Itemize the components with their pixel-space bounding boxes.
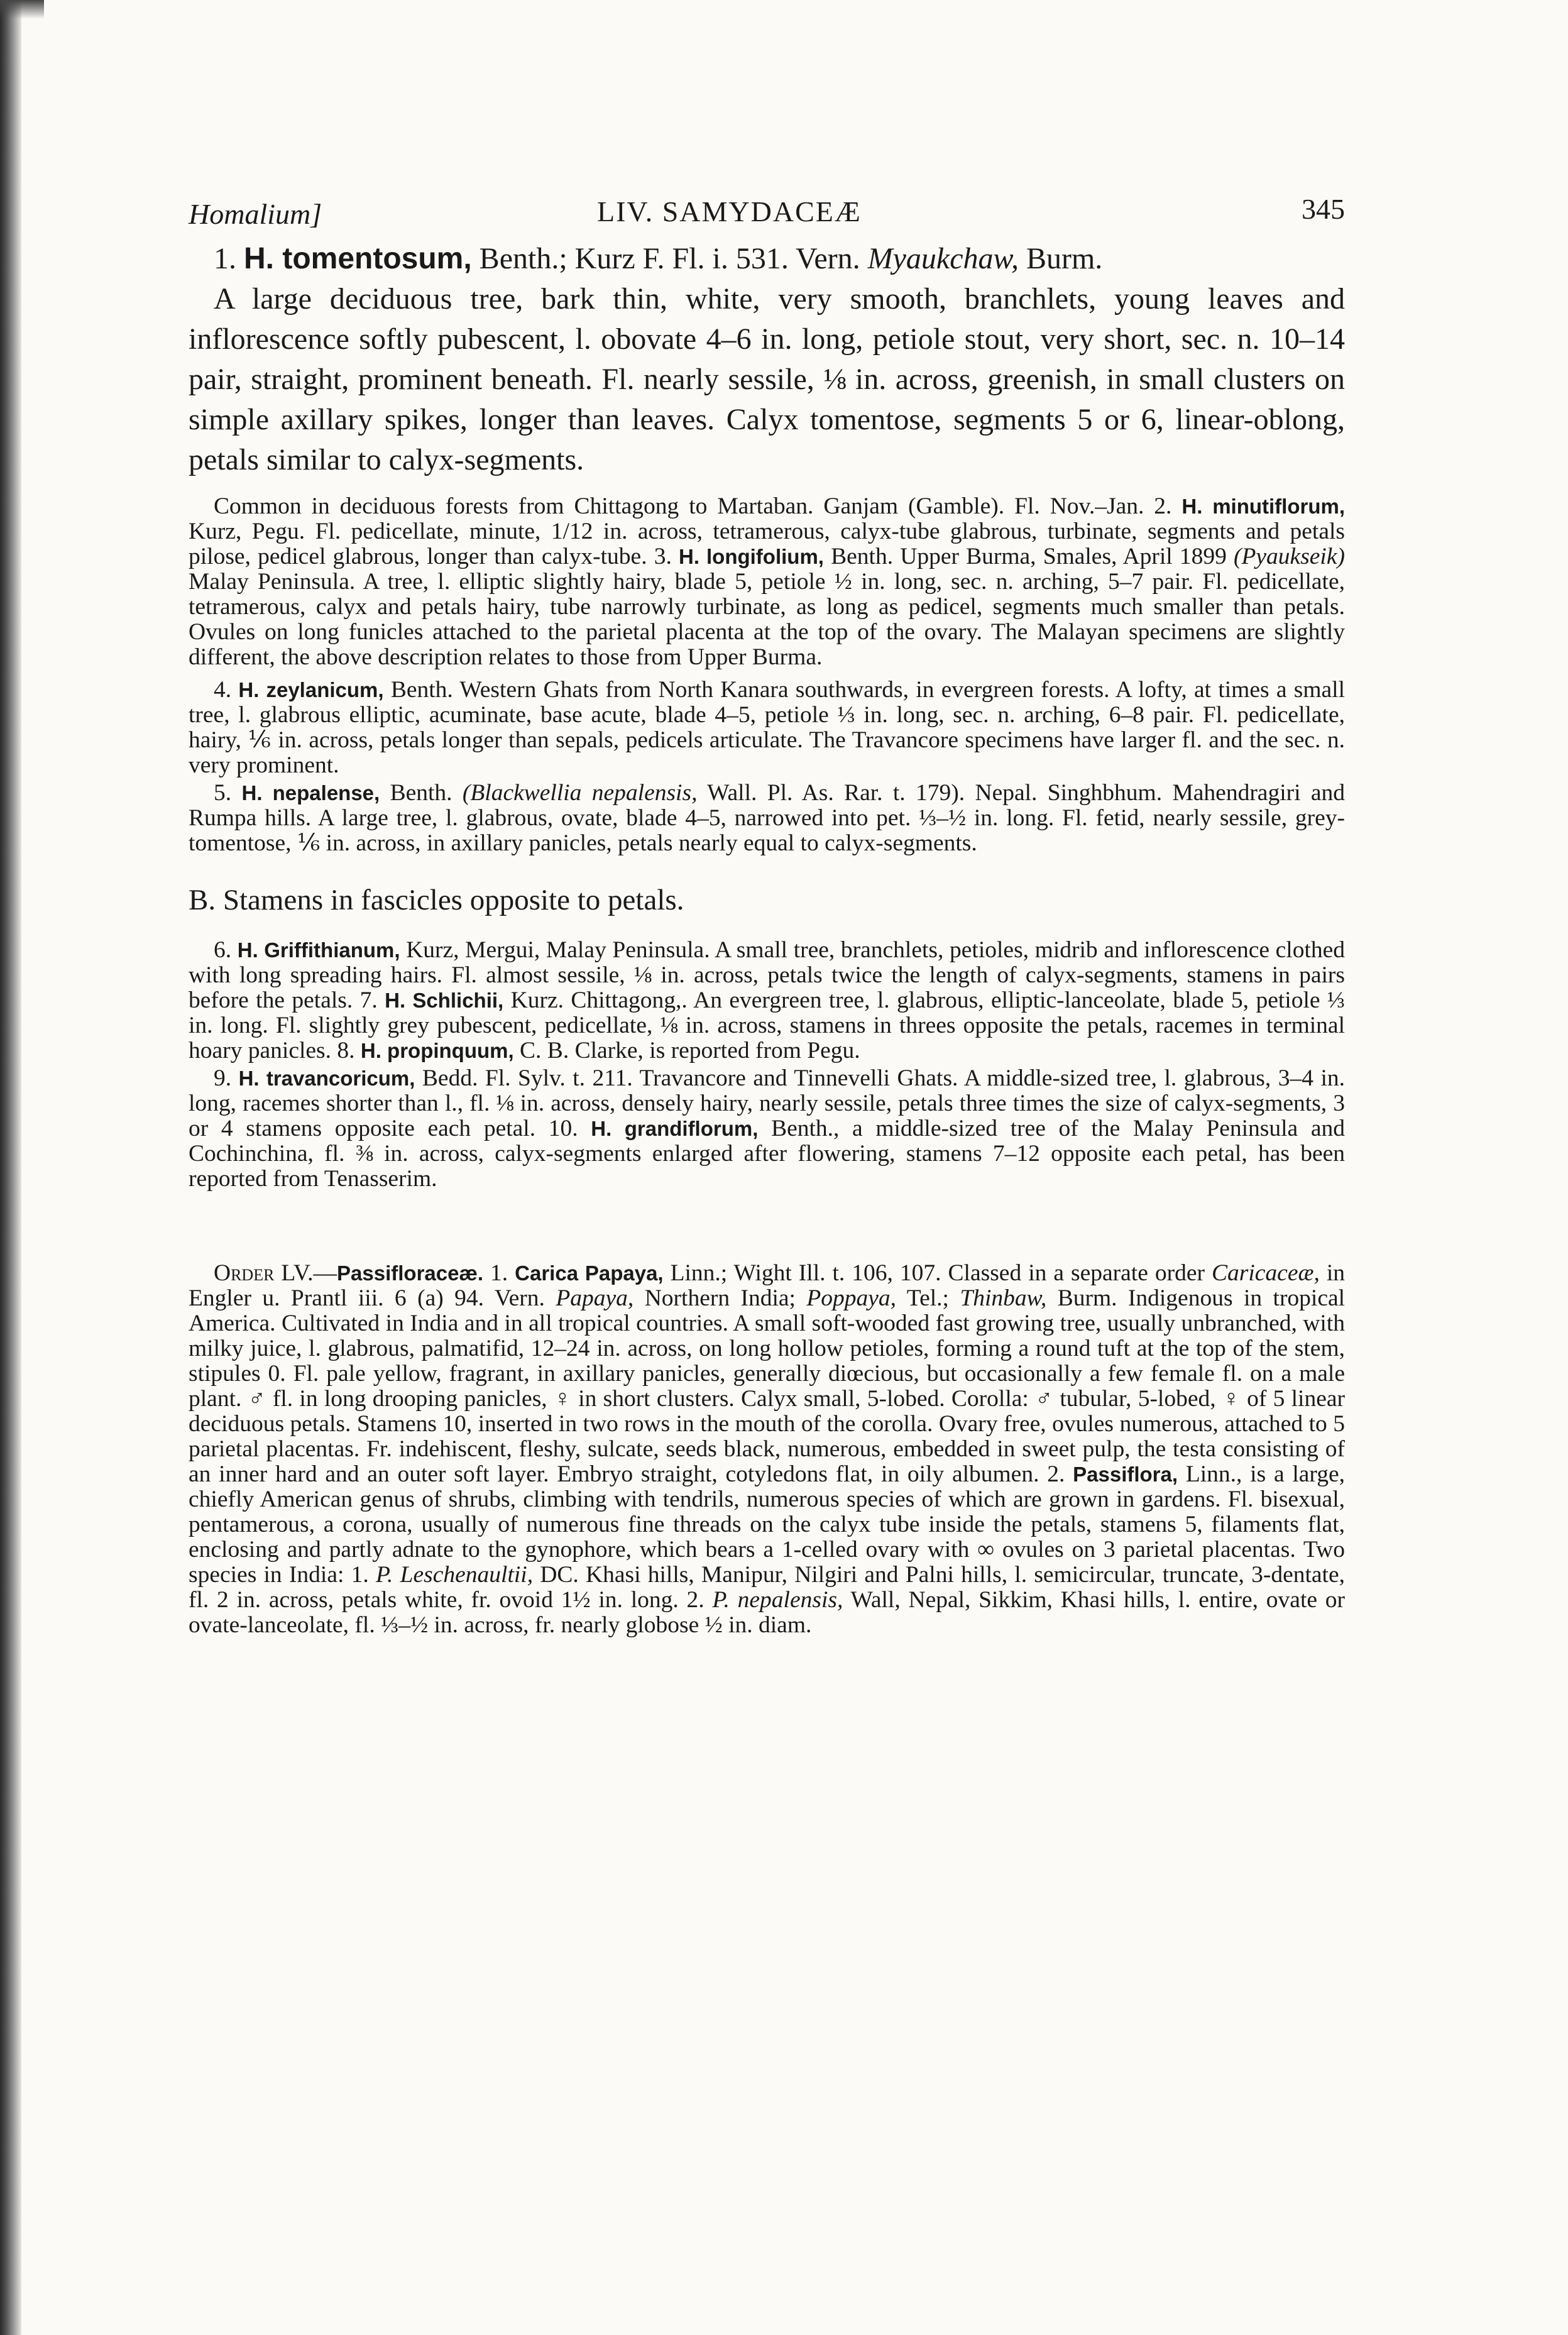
species-name: H. tomentosum, (244, 242, 472, 275)
page-corner-shadow (0, 0, 44, 19)
header-family: LIV. SAMYDACEÆ (597, 195, 862, 228)
page-number: 345 (1302, 193, 1345, 225)
order-lv-paragraph: Order LV.—Passifloraceæ. 1. Carica Papaya, Linn.; Wight Ill. t. 106, 107. Classed in a separate order Caricaceæ, in Engler u. Prantl iii. 6 (a) 94. Vern. Papaya, Northern India; Poppaya, Tel.; Thinbaw, Burm. Indigenous in tropical America. Cultivated in India and in all tropical countries. A small soft-wooded fast growing tree, usually unbranched, with milky juice, l. glabrous, palmatifid, 12–24 in. across, on long hollow petioles, forming a round tuft at the top of the stem, stipules 0. Fl. pale yellow, fragrant, in axillary panicles, generally diœcious, but occasionally a few female fl. on a male plant. ♂ fl. in long drooping panicles, ♀ in short clusters. Calyx small, 5-lobed. Corolla: ♂ tubular, 5-lobed, ♀ of 5 linear deciduous petals. Stamens 10, inserted in two rows in the mouth of the corolla. Ovary free, ovules numerous, attached to 5 parietal placentas. Fr. indehiscent, fleshy, sulcate, seeds black, numerous, embedded in sweet pulp, the testa consisting of an inner hard and an outer soft layer. Embryo straight, cotyledons flat, in oily albumen. 2. Passiflora, Linn., is a large, chiefly American genus of shrubs, climbing with tendrils, numerous species of which are grown in gardens. Fl. bisexual, pentamerous, a corona, usually of numerous fine threads on the calyx tube inside the petals, stamens 5, filaments flat, enclosing and partly adnate to the gynophore, which bears a 1-celled ovary with ∞ ovules on 3 parietal placentas. Two species in India: 1. P. Leschenaultii, DC. Khasi hills, Manipur, Nilgiri and Palni hills, l. semicircular, truncate, 3-dentate, fl. 2 in. across, petals white, fr. ovoid 1½ in. long. 2. P. nepalensis, Wall, Nepal, Sikkim, Khasi hills, l. entire, ovate or ovate-lanceolate, fl. ⅓–½ in. across, fr. nearly globose ½ in. diam. (189, 1260, 1346, 1638)
section-b-heading: B. Stamens in fascicles opposite to petals. (189, 884, 684, 916)
running-header (189, 189, 1345, 239)
note-paragraph-3: 5. H. nepalense, Benth. (Blackwellia nepalensis, Wall. Pl. As. Rar. t. 179). Nepal. Singhbhum. Mahendragiri and Rumpa hills. A large tree, l. glabrous, ovate, blade 4–5, narrowed into pet. ⅓–½ in. long. Fl. fetid, nearly sessile, grey-tomentose, ⅙ in. across, in axillary panicles, petals nearly equal to calyx-segments. (189, 780, 1346, 856)
note-paragraph-2: 4. H. zeylanicum, Benth. Western Ghats from North Kanara southwards, in evergreen forests. A lofty, at times a small tree, l. glabrous elliptic, acuminate, base acute, blade 4–5, petiole ⅓ in. long, sec. n. arching, 6–8 pair. Fl. pedicellate, hairy, ⅙ in. across, petals longer than sepals, pedicels articulate. The Travancore specimens have larger fl. and the sec. n. very prominent. (189, 677, 1346, 778)
species-heading: 1. H. tomentosum, Benth.; Kurz F. Fl. i. 531. Vern. Myaukchaw, Burm. (214, 242, 1103, 275)
note-paragraph-4: 6. H. Griffithianum, Kurz, Mergui, Malay Peninsula. A small tree, branchlets, petioles, midrib and inflorescence clothed with long spreading hairs. Fl. almost sessile, ⅛ in. across, petals twice the length of calyx-segments, stamens in pairs before the petals. 7. H. Schlichii, Kurz. Chittagong,. An evergreen tree, l. glabrous, elliptic-lanceolate, blade 5, petiole ⅓ in. long. Fl. slightly grey pubescent, pedicellate, ⅛ in. across, stamens in threes opposite the petals, racemes in terminal hoary panicles. 8. H. propinquum, C. B. Clarke, is reported from Pegu. (189, 937, 1346, 1063)
species-description: A large deciduous tree, bark thin, white, very smooth, branchlets, young leaves and inflorescence softly pubescent, l. obovate 4–6 in. long, petiole stout, very short, sec. n. 10–14 pair, straight, prominent beneath. Fl. nearly sessile, ⅛ in. across, greenish, in small clusters on simple axillary spikes, longer than leaves. Calyx tomentose, segments 5 or 6, linear-oblong, petals similar to calyx-segments. (189, 282, 1345, 476)
header-genus: Homalium] (189, 198, 322, 230)
note-paragraph-1: Common in deciduous forests from Chittagong to Martaban. Ganjam (Gamble). Fl. Nov.–Jan. 2. H. minutiflorum, Kurz, Pegu. Fl. pedicellate, minute, 1/12 in. across, tetramerous, calyx-tube glabrous, turbinate, segments and petals pilose, pedicel glabrous, longer than calyx-tube. 3. H. longifolium, Benth. Upper Burma, Smales, April 1899 (Pyaukseik) Malay Peninsula. A tree, l. elliptic slightly hairy, blade 5, petiole ½ in. long, sec. n. arching, 5–7 pair. Fl. pedicellate, tetramerous, calyx and petals hairy, tube narrowly turbinate, as long as pedicel, segments much smaller than petals. Ovules on long funicles attached to the parietal placenta at the top of the ovary. The Malayan specimens are slightly different, the above description relates to those from Upper Burma. (189, 493, 1345, 670)
page-content (189, 189, 1345, 1638)
note-paragraph-5: 9. H. travancoricum, Bedd. Fl. Sylv. t. 211. Travancore and Tinnevelli Ghats. A middle-sized tree, l. glabrous, 3–4 in. long, racemes shorter than l., fl. ⅛ in. across, densely hairy, nearly sessile, petals three times the size of calyx-segments, 3 or 4 stamens opposite each petal. 10. H. grandiflorum, Benth., a middle-sized tree of the Malay Peninsula and Cochinchina, fl. ⅜ in. across, calyx-segments enlarged after flowering, stamens 7–12 opposite each petal, has been reported from Tenasserim. (189, 1065, 1346, 1192)
page-binding-shadow (0, 0, 21, 2335)
